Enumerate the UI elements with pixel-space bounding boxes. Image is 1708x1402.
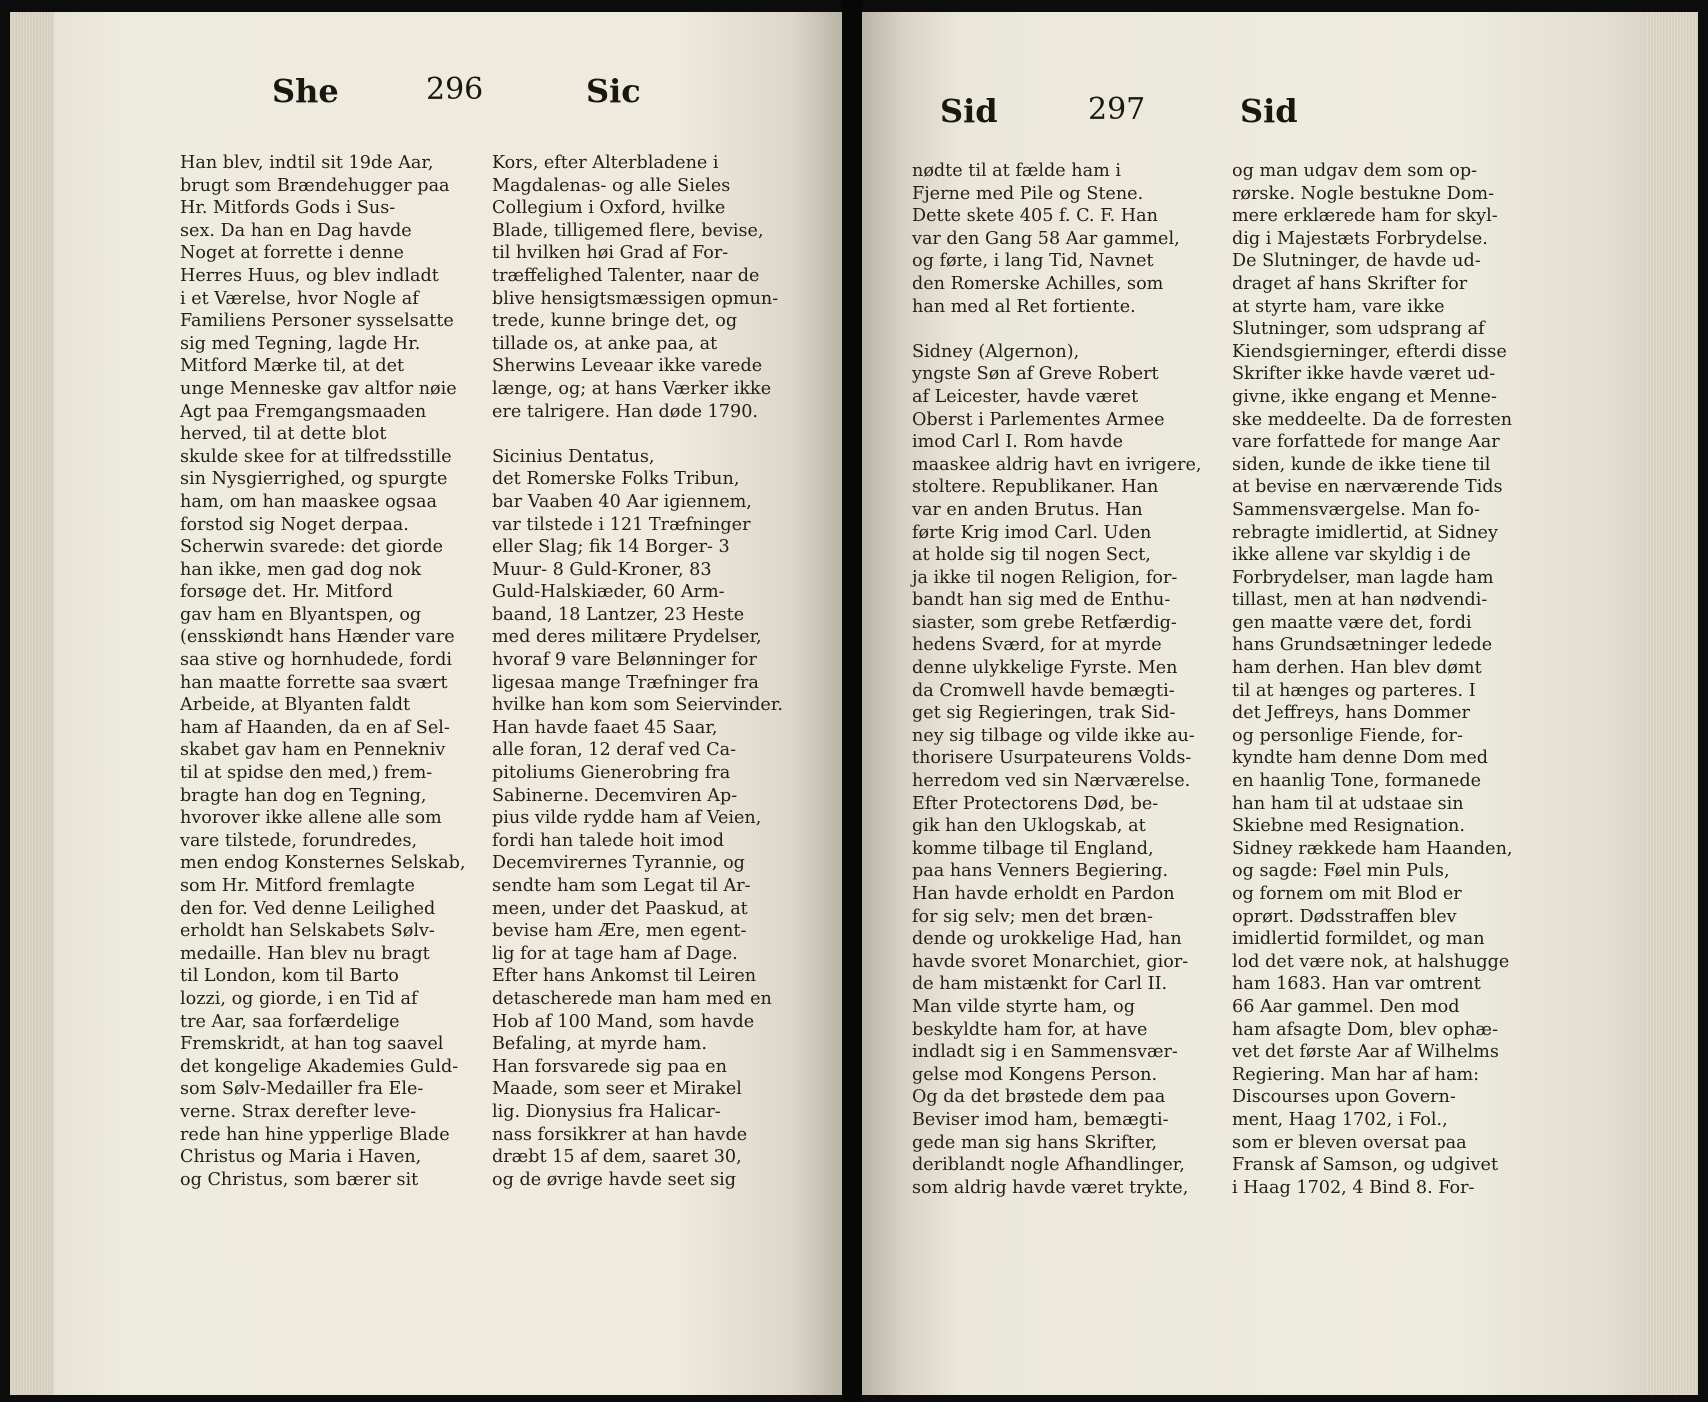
text-line: imod Carl I. Rom havde <box>912 432 1124 453</box>
text-line: gelse mod Kongens Person. <box>912 1064 1158 1085</box>
text-line: da Cromwell havde bemægti- <box>912 680 1175 701</box>
text-line: Han forsvarede sig paa en <box>492 1056 727 1077</box>
text-column-right-page-2 <box>1232 160 1532 1199</box>
text-line: herved, til at dette blot <box>180 424 387 445</box>
text-line: Man vilde styrte ham, og <box>912 996 1135 1017</box>
text-line: det Romerske Folks Tribun, <box>492 469 740 490</box>
text-line: ham 1683. Han var omtrent <box>1232 974 1481 995</box>
text-line: De Slutninger, de havde ud- <box>1232 251 1481 272</box>
text-line: Blade, tilligemed flere, bevise, <box>492 220 764 241</box>
text-line: Skrifter ikke havde været ud- <box>1232 364 1496 385</box>
text-line: Fremskridt, at han tog saavel <box>180 1034 444 1055</box>
text-line: Decemvirernes Tyrannie, og <box>492 853 745 874</box>
text-line: 66 Aar gammel. Den mod <box>1232 996 1460 1017</box>
text-line: Hr. Mitfords Gods i Sus- <box>180 198 396 219</box>
text-line: til London, kom til Barto <box>180 966 399 987</box>
text-line: bar Vaaben 40 Aar igiennem, <box>492 491 752 512</box>
text-line: Muur- 8 Guld-Kroner, 83 <box>492 559 712 580</box>
text-line: det kongelige Akademies Guld- <box>180 1056 459 1077</box>
text-line: ment, Haag 1702, i Fol., <box>1232 1109 1448 1130</box>
text-line: sin Nysgierrighed, og spurgte <box>180 469 448 490</box>
text-line: Efter Protectorens Død, be- <box>912 793 1159 814</box>
text-line: imidlertid formildet, og man <box>1232 929 1485 950</box>
text-line: siaster, som grebe Retfærdig- <box>912 612 1177 633</box>
text-line: Mitford Mærke til, at det <box>180 356 405 377</box>
text-line: Regiering. Man har af ham: <box>1232 1064 1480 1085</box>
text-line: Magdalenas- og alle Sieles <box>492 175 731 196</box>
text-line: kyndte ham denne Dom med <box>1232 748 1489 769</box>
text-line: herredom ved sin Nærværelse. <box>912 771 1191 792</box>
text-line: træffelighed Talenter, naar de <box>492 265 760 286</box>
text-line: Oberst i Parlementes Armee <box>912 409 1165 430</box>
text-line: var en anden Brutus. Han <box>912 499 1143 520</box>
text-line: hvilke han kom som Seiervinder. <box>492 695 783 716</box>
text-line: gav ham en Blyantspen, og <box>180 604 422 625</box>
text-line: fordi han talede hoit imod <box>492 830 724 851</box>
text-line: get sig Regieringen, trak Sid- <box>912 703 1176 724</box>
text-line: Sidney (Algernon), <box>912 341 1080 362</box>
text-line: stoltere. Republikaner. Han <box>912 477 1159 498</box>
text-line: var tilstede i 121 Træfninger <box>492 514 751 535</box>
text-line: nass forsikkrer at han havde <box>492 1124 748 1145</box>
text-line: meen, under det Paaskud, at <box>492 898 748 919</box>
text-line: ham, om han maaskee ogsaa <box>180 491 437 512</box>
text-line: og Christus, som bærer sit <box>180 1169 419 1190</box>
text-line: siden, kunde de ikke tiene til <box>1232 454 1491 475</box>
text-line: tre Aar, saa forfærdelige <box>180 1011 400 1032</box>
text-line: rørske. Nogle bestukne Dom- <box>1232 183 1495 204</box>
text-line: ere talrigere. Han døde 1790. <box>492 401 758 422</box>
running-head-left <box>10 72 842 132</box>
text-line: men endog Konsternes Selskab, <box>180 853 466 874</box>
text-line: i et Værelse, hvor Nogle af <box>180 288 419 309</box>
text-line: Efter hans Ankomst til Leiren <box>492 966 757 987</box>
text-line: bragte han dog en Tegning, <box>180 785 427 806</box>
text-line: pitoliums Gienerobring fra <box>492 763 731 784</box>
text-line: Han blev, indtil sit 19de Aar, <box>180 153 434 173</box>
text-line: dende og urokkelige Had, han <box>912 929 1182 950</box>
text-line: rede han hine ypperlige Blade <box>180 1124 450 1145</box>
text-line: hedens Sværd, for at myrde <box>912 635 1162 656</box>
text-line: som Hr. Mitford fremlagte <box>180 876 415 896</box>
text-line: dig i Majestæts Forbrydelse. <box>1232 228 1488 249</box>
text-line: havde svoret Monarchiet, gior- <box>912 951 1189 972</box>
text-line: Fransk af Samson, og udgivet <box>1232 1155 1499 1176</box>
text-line: Befaling, at myrde ham. <box>492 1034 707 1055</box>
text-line: ney sig tilbage og vilde ikke au- <box>912 725 1195 746</box>
text-line: og de øvrige havde seet sig <box>492 1169 737 1190</box>
paragraph-break <box>492 423 810 446</box>
text-line: bevise ham Ære, men egent- <box>492 921 747 942</box>
text-line: ham afsagte Dom, blev ophæ- <box>1232 1019 1499 1040</box>
text-line: gede man sig hans Skrifter, <box>912 1132 1158 1153</box>
text-line: komme tilbage til England, <box>912 838 1154 859</box>
text-line: Sicinius Dentatus, <box>492 446 655 467</box>
text-line: Han havde erholdt en Pardon <box>912 884 1175 904</box>
text-line: ham af Haanden, da en af Sel- <box>180 717 450 738</box>
text-line: Sidney rækkede ham Haanden, <box>1232 838 1513 859</box>
text-line: saa stive og hornhudede, fordi <box>180 650 452 671</box>
text-line: at styrte ham, vare ikke <box>1232 296 1445 317</box>
text-line: beskyldte ham for, at have <box>912 1019 1148 1040</box>
text-line: han med al Ret fortiente. <box>912 296 1136 317</box>
text-line: Maade, som seer et Mirakel <box>492 1079 742 1100</box>
text-line: vare forfattede for mange Aar <box>1232 432 1500 453</box>
text-line: forsøge det. Hr. Mitford <box>180 582 393 603</box>
text-line: Christus og Maria i Haven, <box>180 1147 422 1168</box>
text-line: til hvilken høi Grad af For- <box>492 243 729 264</box>
head-word-right: Sid <box>1240 92 1298 130</box>
text-line: lig. Dionysius fra Halicar- <box>492 1101 721 1122</box>
text-column-left-page-1 <box>180 152 480 1191</box>
text-line: thorisere Usurpateurens Volds- <box>912 748 1192 769</box>
text-line: han maatte forrette saa svært <box>180 672 448 693</box>
text-line: længe, og; at hans Værker ikke <box>492 378 772 399</box>
text-line: Familiens Personer sysselsatte <box>180 311 454 332</box>
text-line: deriblandt nogle Afhandlinger, <box>912 1155 1185 1176</box>
text-line: Collegium i Oxford, hvilke <box>492 198 726 219</box>
text-line: det Jeffreys, hans Dommer <box>1232 703 1470 724</box>
text-line: med deres militære Prydelser, <box>492 627 762 648</box>
text-line: i Haag 1702, 4 Bind 8. For- <box>1232 1177 1475 1198</box>
text-line: Sabinerne. Decemviren Ap- <box>492 785 738 806</box>
text-line: paa hans Venners Begiering. <box>912 861 1169 882</box>
text-line: Arbeide, at Blyanten faldt <box>180 695 411 716</box>
text-line: Scherwin svarede: det giorde <box>180 537 444 558</box>
text-line: verne. Strax derefter leve- <box>180 1101 417 1122</box>
text-line: oprørt. Dødsstraffen blev <box>1232 906 1457 927</box>
text-line: at bevise en nærværende Tids <box>1232 477 1503 498</box>
text-line: brugt som Brændehugger paa <box>180 175 450 196</box>
left-page <box>10 12 842 1395</box>
text-line: rebragte imidlertid, at Sidney <box>1232 522 1498 543</box>
text-line: han ikke, men gad dog nok <box>180 559 422 580</box>
text-line: Slutninger, som udsprang af <box>1232 319 1485 340</box>
book-gutter <box>842 0 862 1402</box>
text-line: og fornem om mit Blod er <box>1232 884 1462 904</box>
text-line: Dette skete 405 f. C. F. Han <box>912 206 1158 227</box>
text-line: Kiendsgierninger, efterdi disse <box>1232 341 1507 362</box>
head-word-left: She <box>272 72 339 110</box>
page-number-left: 296 <box>426 72 484 107</box>
text-line: yngste Søn af Greve Robert <box>912 364 1159 385</box>
text-line: Forbrydelser, man lagde ham <box>1232 567 1494 588</box>
text-line: draget af hans Skrifter for <box>1232 273 1468 294</box>
text-line: lozzi, og giorde, i en Tid af <box>180 988 418 1009</box>
text-line: til at spidse den med,) frem- <box>180 763 433 784</box>
text-column-left-page-2 <box>492 152 810 1191</box>
text-line: nødte til at fælde ham i <box>912 161 1121 181</box>
text-line: bandt han sig med de Enthu- <box>912 590 1171 611</box>
text-line: sendte ham som Legat til Ar- <box>492 876 751 896</box>
text-line: erholdt han Selskabets Sølv- <box>180 921 435 942</box>
right-page <box>862 12 1698 1395</box>
page-number-right: 297 <box>1088 92 1146 127</box>
page-edge-stack-left <box>10 12 54 1395</box>
text-line: dræbt 15 af dem, saaret 30, <box>492 1147 742 1168</box>
text-line: Agt paa Fremgangsmaaden <box>180 401 427 422</box>
text-line: vet det første Aar af Wilhelms <box>1232 1042 1499 1063</box>
text-line: den for. Ved denne Leilighed <box>180 898 436 919</box>
text-line: for sig selv; men det bræn- <box>912 906 1153 927</box>
text-line: hvoraf 9 vare Belønninger for <box>492 650 757 671</box>
text-line: forstod sig Noget derpaa. <box>180 514 409 535</box>
text-line: hans Grundsætninger ledede <box>1232 635 1493 656</box>
text-line: sex. Da han en Dag havde <box>180 220 412 241</box>
text-line: Herres Huus, og blev indladt <box>180 265 439 286</box>
text-line: ikke allene var skyldig i de <box>1232 545 1471 566</box>
text-line: medaille. Han blev nu bragt <box>180 943 430 964</box>
text-line: trede, kunne bringe det, og <box>492 311 738 332</box>
text-line: tillast, men at han nødvendi- <box>1232 590 1488 611</box>
text-line: Noget at forrette i denne <box>180 243 404 264</box>
text-line: baand, 18 Lantzer, 23 Heste <box>492 604 745 625</box>
text-line: sig med Tegning, lagde Hr. <box>180 333 421 354</box>
text-line: til at hænges og parteres. I <box>1232 680 1476 701</box>
text-line: og sagde: Føel min Puls, <box>1232 861 1450 882</box>
text-line: de ham mistænkt for Carl II. <box>912 974 1168 995</box>
text-line: (ensskiøndt hans Hænder vare <box>180 627 455 648</box>
text-line: han ham til at udstaae sin <box>1232 793 1464 814</box>
head-word-left: Sid <box>940 92 998 130</box>
text-line: Discourses upon Govern- <box>1232 1087 1456 1108</box>
text-line: Hob af 100 Mand, som havde <box>492 1011 755 1032</box>
text-line: af Leicester, havde været <box>912 386 1139 407</box>
paragraph-break <box>912 318 1202 341</box>
text-line: Og da det brøstede dem paa <box>912 1087 1166 1108</box>
text-line: at holde sig til nogen Sect, <box>912 545 1151 566</box>
text-line: og man udgav dem som op- <box>1232 161 1478 181</box>
text-line: blive hensigtsmæssigen opmun- <box>492 288 779 309</box>
text-line: eller Slag; fik 14 Borger- 3 <box>492 537 730 558</box>
text-line: og personlige Fiende, for- <box>1232 725 1463 746</box>
text-line: Sherwins Leveaar ikke varede <box>492 356 763 377</box>
text-line: ligesaa mange Træfninger fra <box>492 672 759 693</box>
text-line: unge Menneske gav altfor nøie <box>180 378 457 399</box>
text-line: Kors, efter Alterbladene i <box>492 153 719 173</box>
text-line: maaskee aldrig havt en ivrigere, <box>912 454 1202 475</box>
text-line: og førte, i lang Tid, Navnet <box>912 251 1154 272</box>
text-line: skabet gav ham en Pennekniv <box>180 740 446 761</box>
text-line: alle foran, 12 deraf ved Ca- <box>492 740 737 761</box>
text-line: lig for at tage ham af Dage. <box>492 943 738 964</box>
text-line: denne ulykkelige Fyrste. Men <box>912 658 1178 679</box>
text-line: Beviser imod ham, bemægti- <box>912 1109 1169 1130</box>
text-line: gik han den Uklogskab, at <box>912 816 1146 837</box>
text-line: som aldrig havde været trykte, <box>912 1177 1189 1198</box>
running-head-right <box>862 92 1698 152</box>
text-line: lod det være nok, at halshugge <box>1232 951 1510 972</box>
text-line: tillade os, at anke paa, at <box>492 333 718 354</box>
text-column-right-page-1 <box>912 160 1202 1199</box>
text-line: som er bleven oversat paa <box>1232 1132 1467 1153</box>
text-line: skulde skee for at tilfredsstille <box>180 446 452 467</box>
text-line: gen maatte være det, fordi <box>1232 612 1472 633</box>
text-line: Fjerne med Pile og Stene. <box>912 183 1144 204</box>
head-word-right: Sic <box>586 72 641 110</box>
text-line: detascherede man ham med en <box>492 988 772 1009</box>
text-line: ske meddeelte. Da de forresten <box>1232 409 1513 430</box>
text-line: ja ikke til nogen Religion, for- <box>912 567 1178 588</box>
text-line: givne, ikke engang et Menne- <box>1232 386 1497 407</box>
text-line: Sammensværgelse. Man fo- <box>1232 499 1480 520</box>
text-line: vare tilstede, forundredes, <box>180 830 418 851</box>
text-line: en haanlig Tone, formanede <box>1232 771 1482 792</box>
text-line: Guld-Halskiæder, 60 Arm- <box>492 582 725 603</box>
text-line: som Sølv-Medailler fra Ele- <box>180 1079 424 1100</box>
text-line: var den Gang 58 Aar gammel, <box>912 228 1180 249</box>
text-line: Han havde faaet 45 Saar, <box>492 717 718 738</box>
text-line: hvorover ikke allene alle som <box>180 808 442 829</box>
text-line: den Romerske Achilles, som <box>912 273 1164 294</box>
text-line: indladt sig i en Sammensvær- <box>912 1042 1178 1063</box>
text-line: mere erklærede ham for skyl- <box>1232 206 1498 227</box>
text-line: pius vilde rydde ham af Veien, <box>492 808 762 829</box>
page-edge-stack-right <box>1646 12 1698 1395</box>
text-line: Skiebne med Resignation. <box>1232 816 1465 837</box>
text-line: førte Krig imod Carl. Uden <box>912 522 1152 543</box>
text-line: ham derhen. Han blev dømt <box>1232 658 1482 679</box>
